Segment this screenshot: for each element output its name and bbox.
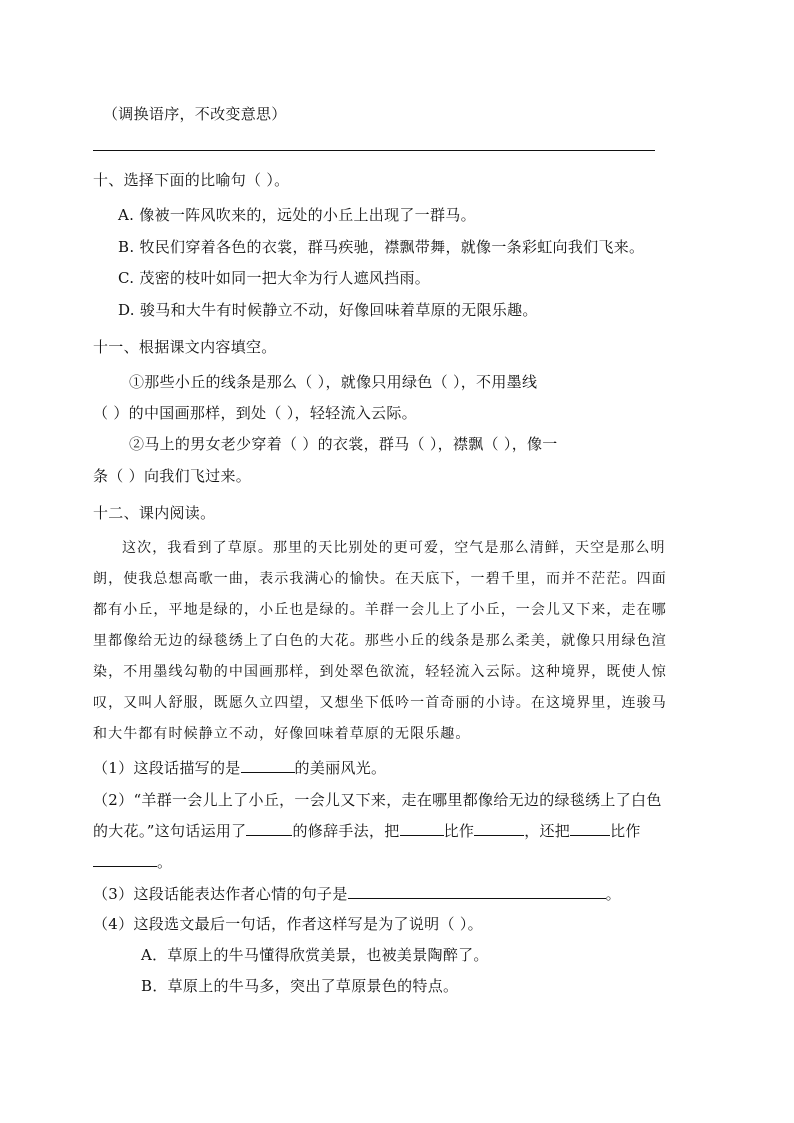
- passage-line: 里都像给无边的绿毯绣上了白色的大花。那些小丘的线条是那么柔美，就像只用绿色渲: [93, 633, 667, 649]
- q12-sub1-suffix: 的美丽风光。: [294, 759, 387, 777]
- q10-option-d: D. 骏马和大牛有时候静立不动，好像回味着草原的无限乐趣。: [118, 301, 538, 319]
- passage-line: 叹，又叫人舒服，既愿久立四望，又想坐下低吟一首奇丽的小诗。在这境界里，连骏马: [93, 695, 667, 711]
- q11-line-3: ②马上的男女老少穿着（ ）的衣裳，群马（ ），襟飘（ ），像一: [129, 435, 558, 453]
- q12-sub4-title: （4）这段选文最后一句话，作者这样写是为了说明（ ）。: [93, 915, 483, 933]
- passage-line: 这次，我看到了草原。那里的天比别处的更可爱，空气是那么清鲜，天空是那么明: [122, 540, 666, 556]
- q12-sub3-prefix: （3）这段话能表达作者心情的句子是: [93, 885, 348, 903]
- q11-title: 十一、根据课文内容填空。: [93, 338, 277, 356]
- q12-sub2-text-e: 比作: [610, 822, 641, 840]
- q11-line-1: ①那些小丘的线条是那么（ ），就像只用绿色（ ），不用墨线: [129, 373, 538, 391]
- q10-option-a: A. 像被一阵风吹来的，远处的小丘上出现了一群马。: [118, 206, 476, 224]
- q12-sub1-prefix: （1）这段话描写的是: [93, 759, 241, 777]
- q12-sub2-text-b: 的修辞手法，把: [292, 822, 400, 840]
- q12-sub2-end: 。: [157, 853, 173, 871]
- q11-line-4: 条（ ）向我们飞过来。: [93, 467, 252, 485]
- q12-sub3-suffix: 。: [605, 885, 621, 903]
- answer-blank[interactable]: [570, 821, 610, 836]
- passage-line: 朗，使我总想高歌一曲，表示我满心的愉快。在天底下，一碧千里，而并不茫茫。四面: [93, 571, 667, 587]
- answer-blank[interactable]: [474, 821, 524, 836]
- q12-sub4-option-b: B．草原上的牛马多，突出了草原景色的特点。: [141, 977, 459, 995]
- q10-title: 十、选择下面的比喻句（ ）。: [93, 171, 290, 189]
- q10-option-b: B. 牧民们穿着各色的衣裳，群马疾驰，襟飘带舞，就像一条彩虹向我们飞来。: [118, 238, 645, 256]
- answer-blank[interactable]: [246, 821, 292, 836]
- q12-sub2-text-d: ，还把: [524, 822, 571, 840]
- answer-blank[interactable]: [400, 821, 444, 836]
- q12-sub2-text-c: 比作: [443, 822, 475, 840]
- q10-option-c: C. 茂密的枝叶如同一把大伞为行人遮风挡雨。: [118, 269, 431, 287]
- q12-sub2-line-2: [93, 821, 641, 841]
- q9-note: （调换语序，不改变意思）: [103, 105, 287, 123]
- answer-line-q9: [93, 150, 655, 151]
- answer-blank[interactable]: [93, 852, 157, 867]
- passage-line: 染，不用墨线勾勒的中国画那样，到处翠色欲流，轻轻流入云际。这种境界，既使人惊: [93, 664, 667, 680]
- q12-sub3: [93, 884, 621, 904]
- q12-sub2-line-1: （2）“羊群一会儿上了小丘，一会儿又下来，走在哪里都像给无边的绿毯绣上了白色: [93, 791, 662, 809]
- q12-sub2-text-a: 的大花。”这句话运用了: [93, 822, 247, 840]
- passage-line: 都有小丘，平地是绿的，小丘也是绿的。羊群一会儿上了小丘，一会儿又下来，走在哪: [93, 602, 667, 618]
- answer-blank[interactable]: [348, 884, 606, 899]
- q12-title: 十二、课内阅读。: [93, 504, 216, 522]
- answer-blank[interactable]: [241, 758, 295, 773]
- q12-sub2-line-3: [93, 852, 172, 872]
- passage-line: 和大牛都有时候静立不动，好像回味着草原的无限乐趣。: [93, 726, 471, 742]
- q12-sub1: [93, 758, 386, 778]
- q12-sub4-option-a: A．草原上的牛马懂得欣赏美景，也被美景陶醉了。: [141, 946, 489, 964]
- q11-line-2: （ ）的中国画那样，到处（ ），轻轻流入云际。: [93, 404, 417, 422]
